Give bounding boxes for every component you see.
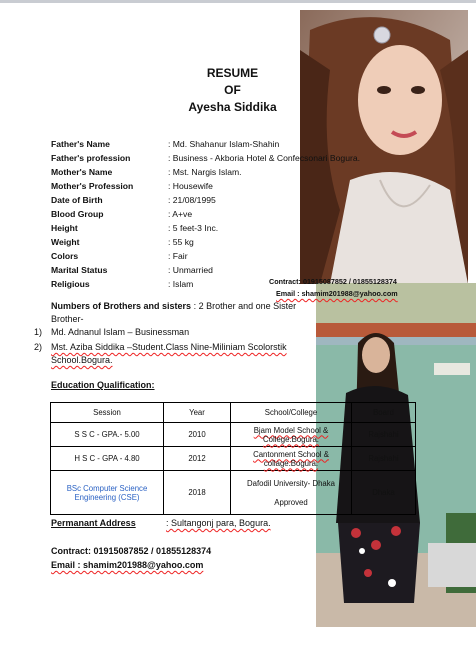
value-fathers-name: : Md. Shahanur Islam-Shahin: [168, 139, 280, 149]
table-row: [51, 471, 416, 515]
cell-session: S S C - GPA.- 5.00: [51, 423, 164, 447]
cell-session: BSc Computer Science Engineering (CSE): [51, 471, 164, 515]
cell-board: Dhaka: [352, 471, 416, 515]
header-session: Session: [51, 403, 164, 423]
label-fathers-name: Father's Name: [51, 139, 110, 149]
label-date-of-birth: Date of Birth: [51, 195, 103, 205]
value-weight: : 55 kg: [168, 237, 194, 247]
resume-of: OF: [224, 83, 241, 97]
resume-heading: RESUME: [206, 66, 259, 80]
label-colors: Colors: [51, 251, 79, 261]
value-mothers-profession: : Housewife: [168, 181, 213, 191]
value-height: : 5 feet-3 Inc.: [168, 223, 219, 233]
cell-school: [231, 471, 352, 515]
sibling-1-num: 1): [34, 327, 43, 337]
value-fathers-profession: : Business - Akboria Hotel & Confecsonari Bogura.: [168, 153, 361, 163]
cell-school: Cantonment School & collage.Bogura.: [231, 447, 352, 471]
education-title: Education Qualification:: [51, 380, 155, 390]
siblings-line: [51, 301, 296, 311]
value-mothers-name: : Mst. Nargis Islam.: [168, 167, 242, 177]
sibling-1-text: Md. Adnanul Islam – Businessman: [51, 327, 190, 337]
cell-year: 2012: [164, 447, 231, 471]
value-religious: : Islam: [168, 279, 194, 289]
label-fathers-profession: Father's profession: [51, 153, 131, 163]
label-mothers-name: Mother's Name: [51, 167, 113, 177]
label-weight: Weight: [51, 237, 80, 247]
siblings-value: : 2 Brother and one Sister: [193, 301, 297, 311]
value-marital-status: : Unmarried: [168, 265, 213, 275]
label-mothers-profession: Mother's Profession: [51, 181, 134, 191]
value-blood-group: : A+ve: [168, 209, 193, 219]
cell-school-name: Dafodil University- Dhaka: [247, 478, 335, 488]
sibling-2-text-cont: School.Bogura.: [51, 355, 113, 365]
header-board: Board: [352, 403, 416, 423]
cell-school-note: Approved: [274, 497, 308, 507]
portrait-photo: [300, 10, 468, 284]
sibling-2-num: 2): [34, 342, 43, 352]
value-date-of-birth: : 21/08/1995: [168, 195, 216, 205]
cell-school: Bjam Model School & College.Bogura.: [231, 423, 352, 447]
value-colors: : Fair: [168, 251, 188, 261]
header-school: School/College: [231, 403, 352, 423]
cell-year: 2018: [164, 471, 231, 515]
table-row: [51, 447, 416, 471]
label-blood-group: Blood Group: [51, 209, 104, 219]
table-header-row: [51, 403, 416, 423]
label-height: Height: [51, 223, 78, 233]
header-year: Year: [164, 403, 231, 423]
sibling-2-text: Mst. Aziba Siddika –Student.Class Nine-Miliniam Scolorstik: [51, 342, 287, 352]
bottom-contact-email: Email : shamim201988@yahoo.com: [51, 560, 204, 570]
cell-board: Rajshahi: [352, 447, 416, 471]
cell-year: 2010: [164, 423, 231, 447]
top-contact-email: Email : shamim201988@yahoo.com: [276, 289, 398, 298]
brother-label: Brother-: [51, 314, 84, 324]
resume-name: Ayesha Siddika: [188, 100, 277, 114]
label-marital-status: Marital Status: [51, 265, 108, 275]
top-border: [0, 0, 476, 3]
cell-board: Rajshahi: [352, 423, 416, 447]
address-label: Permanant Address: [51, 518, 136, 528]
table-row: [51, 423, 416, 447]
address-value: : Sultangonj para, Bogura.: [166, 518, 271, 528]
siblings-label: Numbers of Brothers and sisters: [51, 301, 192, 311]
bottom-contact-phones: Contract: 01915087852 / 01855128374: [51, 546, 212, 556]
education-table: [50, 402, 416, 515]
top-contact-phones: Contract: 01915087852 / 01855128374: [269, 277, 397, 286]
label-religious: Religious: [51, 279, 90, 289]
cell-session: H S C - GPA - 4.80: [51, 447, 164, 471]
